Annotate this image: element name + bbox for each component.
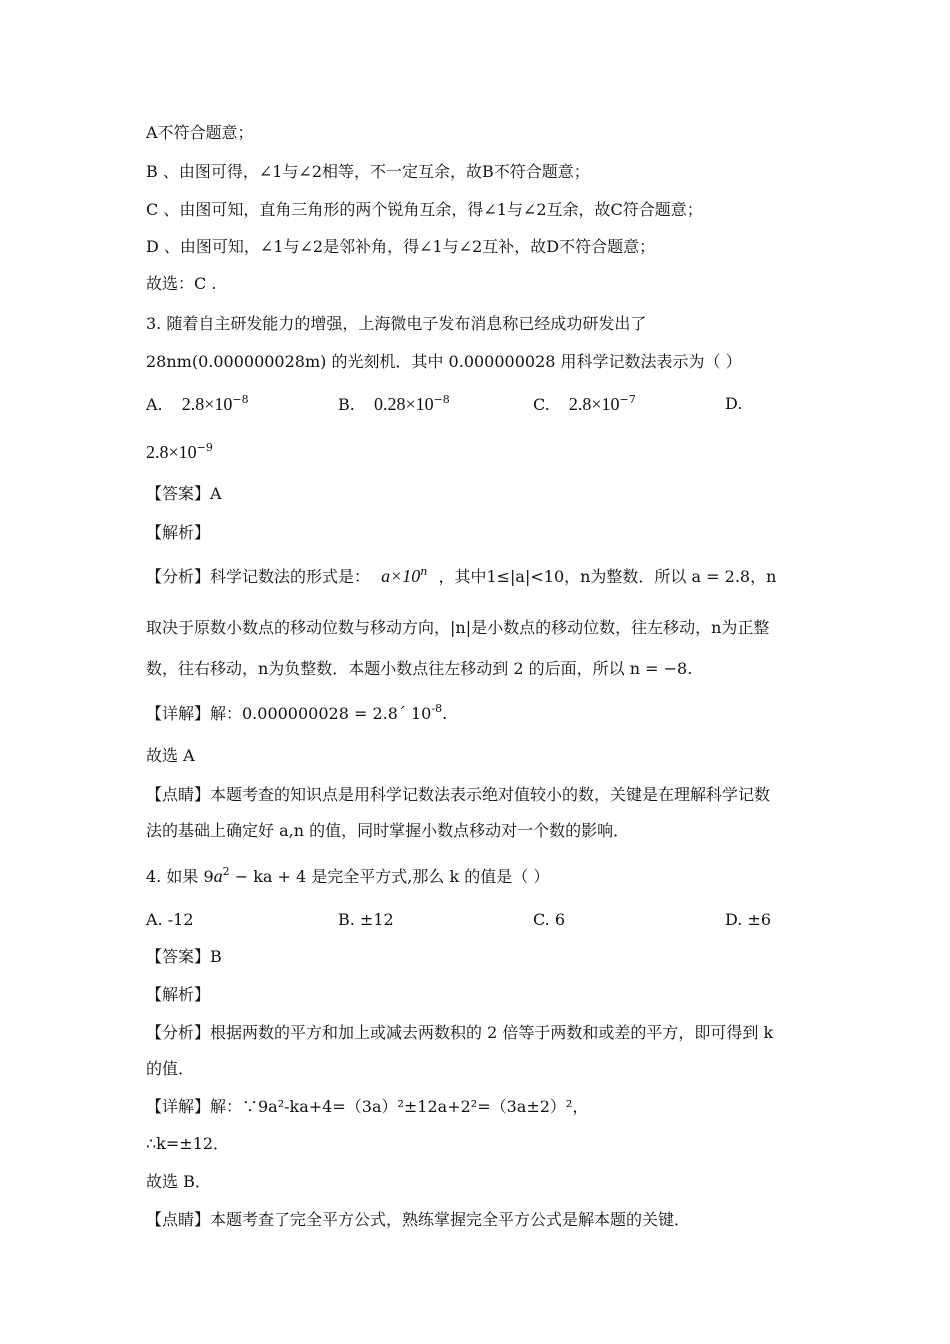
- q3-comment-line-2: 法的基础上确定好 a,n 的值，同时掌握小数点移动对一个数的影响．: [146, 821, 630, 840]
- q2-selection: 故选：C .: [146, 274, 217, 293]
- q3-selection: 故选 A: [146, 746, 195, 765]
- q4-comment: 【点睛】本题考查了完全平方公式，熟练掌握完全平方公式是解本题的关键．: [146, 1210, 691, 1229]
- q3-option-a-value: 2.8×10: [181, 394, 233, 414]
- q3-option-c: [533, 393, 636, 416]
- q3-analysis-line-2: 取决于原数小数点的移动位数与移动方向，|n|是小数点的移动位数，往左移动，n为正整: [146, 618, 770, 637]
- option-c-explanation: C 、由图可知，直角三角形的两个锐角互余，得∠1与∠2互余，故C符合题意；: [146, 200, 703, 219]
- q4-selection: 故选 B．: [146, 1172, 211, 1191]
- q3-detail-exponent: -8: [431, 702, 443, 715]
- q4-stem-variable: a: [213, 866, 223, 886]
- option-a-explanation: A不符合题意；: [146, 123, 254, 142]
- q3-analysis-formula-exponent: n: [420, 565, 428, 578]
- q4-analysis-line-1: 【分析】根据两数的平方和加上或减去两数积的 2 倍等于两数和或差的平方，即可得到 k: [146, 1023, 774, 1042]
- q4-option-c: C. 6: [533, 910, 566, 929]
- option-b-explanation: B 、由图可得，∠1与∠2相等，不一定互余，故B不符合题意；: [146, 162, 590, 181]
- q3-option-b-value: 0.28×10: [373, 394, 434, 414]
- q4-stem: [146, 865, 850, 888]
- q3-option-d-label: D.: [725, 394, 743, 413]
- q3-option-b-exponent: −8: [433, 393, 450, 406]
- q4-detail-line-2: ∴k=±12．: [146, 1134, 230, 1153]
- q3-stem-line-1: 3. 随着自主研发能力的增强，上海微电子发布消息称已经成功研发出了: [146, 314, 647, 333]
- q3-detail-text: 【详解】解：0.000000028 = 2.8´ 10: [146, 704, 432, 723]
- q3-option-d: [146, 441, 213, 464]
- q4-option-b: B. ±12: [338, 910, 394, 929]
- q3-option-b: [338, 393, 450, 416]
- q3-option-a: [146, 393, 249, 416]
- q3-option-d-value: 2.8×10: [146, 442, 197, 462]
- option-d-explanation: D 、由图可知，∠1与∠2是邻补角，得∠1与∠2互补，故D不符合题意；: [146, 237, 656, 256]
- q3-option-a-exponent: −8: [232, 393, 249, 406]
- q4-answer: 【答案】B: [146, 947, 222, 966]
- q3-option-a-label: A.: [146, 395, 163, 414]
- q4-stem-end: − ka + 4 是完全平方式,那么 k 的值是（ ）: [229, 867, 550, 886]
- q4-analysis-heading: 【解析】: [146, 985, 211, 1004]
- q4-detail-line-1: 【详解】解：∵9a²-ka+4=（3a）²±12a+2²=（3a±2）²，: [146, 1097, 589, 1116]
- q3-comment-line-1: 【点睛】本题考查的知识点是用科学记数法表示绝对值较小的数，关键是在理解科学记数: [146, 785, 771, 804]
- q3-answer: 【答案】A: [146, 484, 222, 503]
- q3-analysis-heading: 【解析】: [146, 523, 211, 542]
- q3-analysis-formula: a×10: [381, 566, 421, 586]
- q3-detail: [146, 703, 850, 725]
- q3-option-c-value: 2.8×10: [568, 394, 620, 414]
- q3-analysis-line-3: 数，往右移动，n为负整数．本题小数点往左移动到 2 的后面，所以 n = −8.: [146, 659, 693, 678]
- q3-stem-line-2: 28nm(0.000000028m) 的光刻机．其中 0.000000028 用科学记数法表示为（ ）: [146, 352, 742, 371]
- q4-option-a: A. -12: [146, 910, 194, 929]
- q3-option-c-label: C.: [533, 395, 550, 414]
- q3-analysis-conditions: ，其中1≤|a|<10，n为整数．所以 a = 2.8，n: [438, 567, 777, 586]
- q3-analysis-line-1: [146, 565, 850, 588]
- q3-detail-end: .: [442, 704, 448, 723]
- q4-analysis-line-2: 的值．: [146, 1059, 195, 1078]
- q3-option-b-label: B.: [338, 395, 355, 414]
- q4-option-d: D. ±6: [725, 910, 772, 929]
- q3-analysis-intro: 【分析】科学记数法的形式是：: [146, 567, 371, 586]
- q3-option-c-exponent: −7: [619, 393, 636, 406]
- q4-stem-exponent: 2: [222, 865, 230, 878]
- q3-option-d-exponent: −9: [196, 441, 213, 454]
- q4-stem-start: 4. 如果 9: [146, 867, 214, 886]
